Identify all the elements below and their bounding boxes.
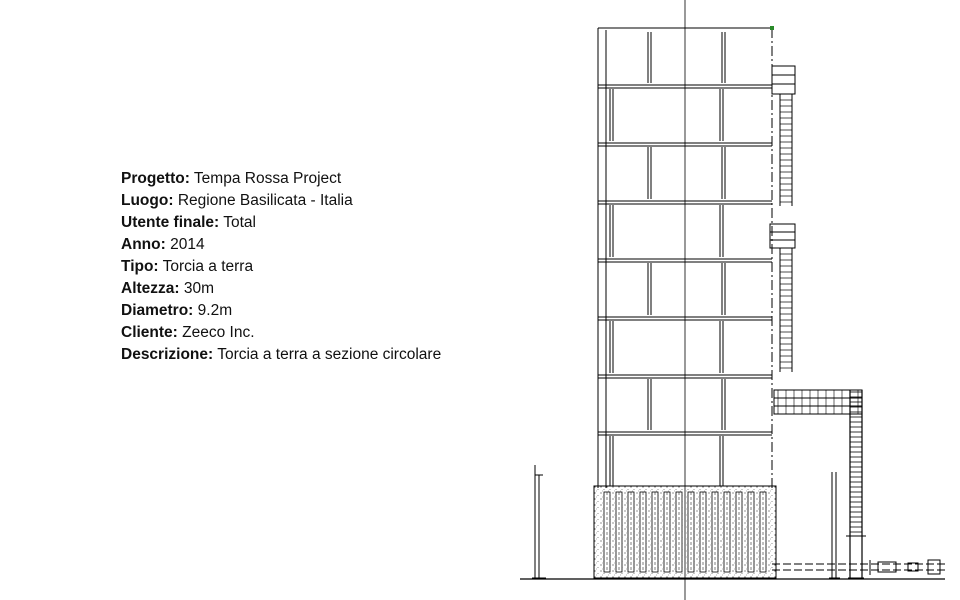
info-label: Altezza: (121, 280, 180, 297)
info-value: Total (223, 214, 256, 231)
info-label: Luogo: (121, 192, 174, 209)
info-label: Cliente: (121, 324, 178, 341)
info-label: Tipo: (121, 258, 159, 275)
info-value: Torcia a terra (162, 258, 254, 275)
left-mast (532, 465, 546, 578)
info-value: Tempa Rossa Project (193, 170, 342, 187)
info-value: Torcia a terra a sezione circolare (217, 346, 442, 363)
platform-middle (770, 224, 795, 248)
access-ladder-upper (780, 94, 792, 206)
info-label: Anno: (121, 236, 166, 253)
info-label: Utente finale: (121, 214, 220, 231)
panel-row (648, 32, 725, 83)
info-label: Diametro: (121, 302, 194, 319)
reference-marker (770, 26, 774, 30)
info-value: 2014 (170, 236, 205, 253)
access-ladder-lower (780, 248, 792, 372)
flare-base (520, 486, 945, 579)
right-mast (829, 472, 840, 578)
info-label: Descrizione: (121, 346, 214, 363)
walkway-platform (774, 390, 862, 414)
info-value: Zeeco Inc. (182, 324, 255, 341)
info-value: 30m (183, 280, 215, 297)
info-value: Regione Basilicata - Italia (177, 192, 353, 209)
info-label: Progetto: (121, 170, 190, 187)
stair-tower (846, 390, 866, 578)
platform-top (772, 66, 795, 94)
ground-piping (772, 560, 945, 575)
info-value: 9.2m (197, 302, 233, 319)
